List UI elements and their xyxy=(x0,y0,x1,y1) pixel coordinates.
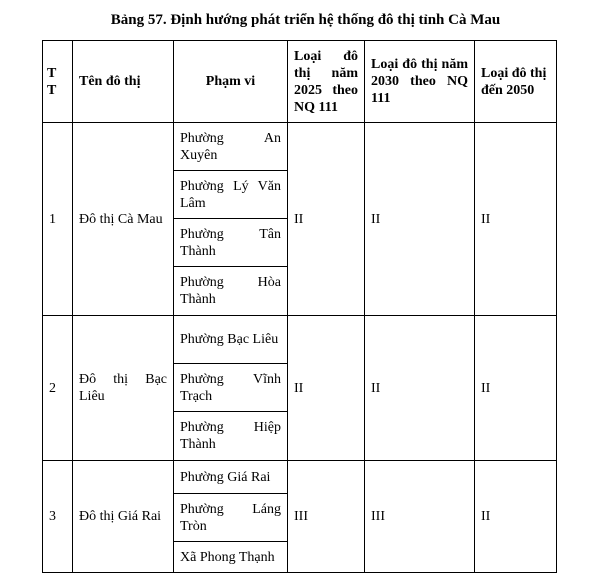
table-row xyxy=(43,123,557,171)
header-row xyxy=(43,41,557,123)
header-type-2025: Loại đô thị năm 2025 theo NQ 111 xyxy=(288,41,365,123)
cell-type-2025: III xyxy=(288,461,365,573)
cell-scope: Phường Giá Rai xyxy=(174,461,288,494)
table-row xyxy=(43,461,557,494)
cell-scope: Xã Phong Thạnh xyxy=(174,542,288,573)
cell-type-2025: II xyxy=(288,316,365,461)
cell-name: Đô thị Giá Rai xyxy=(73,461,174,573)
cell-tt: 1 xyxy=(43,123,73,316)
urban-system-table xyxy=(42,40,557,573)
table-title: Bảng 57. Định hướng phát triển hệ thống đô thị tỉnh Cà Mau xyxy=(110,12,501,28)
header-tt-label: T T xyxy=(47,65,57,98)
cell-type-2050: II xyxy=(475,316,557,461)
cell-scope: Phường Hòa Thành xyxy=(174,267,288,316)
header-type-2050: Loại đô thị đến 2050 xyxy=(475,41,557,123)
cell-name: Đô thị Cà Mau xyxy=(73,123,174,316)
table-row xyxy=(43,316,557,364)
header-type-2030: Loại đô thị năm 2030 theo NQ 111 xyxy=(365,41,475,123)
header-name: Tên đô thị xyxy=(73,41,174,123)
cell-type-2050: II xyxy=(475,123,557,316)
header-tt xyxy=(43,41,73,123)
cell-scope: Phường Láng Tròn xyxy=(174,494,288,542)
cell-tt: 2 xyxy=(43,316,73,461)
cell-scope: Phường Vĩnh Trạch xyxy=(174,364,288,412)
header-scope: Phạm vi xyxy=(174,41,288,123)
cell-name: Đô thị Bạc Liêu xyxy=(73,316,174,461)
cell-type-2050: II xyxy=(475,461,557,573)
cell-type-2025: II xyxy=(288,123,365,316)
cell-type-2030: II xyxy=(365,316,475,461)
cell-scope: Phường Tân Thành xyxy=(174,219,288,267)
cell-scope: Phường An Xuyên xyxy=(174,123,288,171)
cell-scope: Phường Bạc Liêu xyxy=(174,316,288,364)
cell-type-2030: III xyxy=(365,461,475,573)
cell-type-2030: II xyxy=(365,123,475,316)
cell-scope: Phường Lý Văn Lâm xyxy=(174,171,288,219)
cell-scope: Phường Hiệp Thành xyxy=(174,412,288,461)
cell-tt: 3 xyxy=(43,461,73,573)
